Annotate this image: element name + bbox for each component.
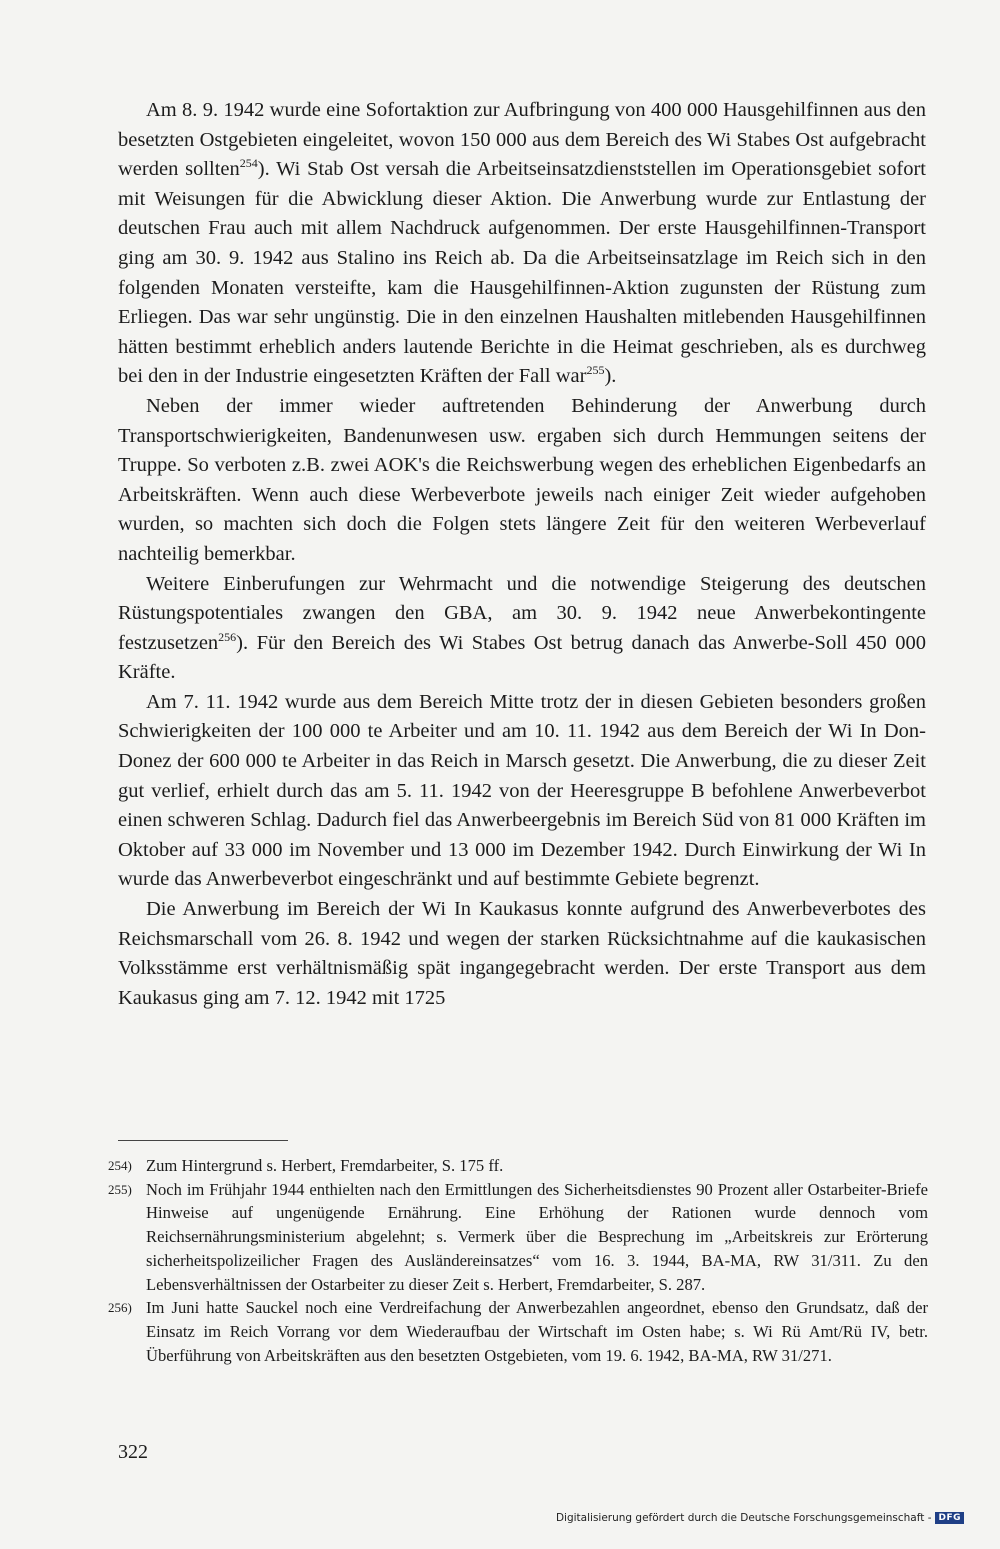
paragraph-2 bbox=[118, 392, 926, 570]
footnote-number: 255) bbox=[108, 1181, 132, 1197]
footnote-number: 254) bbox=[108, 1158, 132, 1173]
credit-text: Digitalisierung gefördert durch die Deutsche Forschungsgemeinschaft - bbox=[555, 1512, 932, 1524]
footnote-divider bbox=[118, 1140, 288, 1141]
paragraph-4 bbox=[118, 688, 926, 895]
footnote-ref-256[interactable]: 256 bbox=[218, 629, 237, 644]
footnote-text: Im Juni hatte Sauckel noch eine Verdreifachung der Anwerbezahlen angeordnet, ebenso den Grundsatz, daß der Einsatz im Reich Vorrang vor dem Wiederaufbau der Wirtschaft im Osten habe; s. Wi Rü Amt/Rü IV, betr. Überführung von Arbeitskräften aus den besetzten Ostgebieten, vom 19. 6. 1942, BA-MA, RW 31/271. bbox=[146, 1298, 928, 1365]
paragraph-3 bbox=[118, 570, 926, 688]
digitization-credit bbox=[556, 1512, 964, 1524]
footnote-256 bbox=[108, 1296, 928, 1367]
paragraph-text: ). bbox=[604, 365, 617, 388]
footnote-254 bbox=[108, 1154, 928, 1178]
footnote-text: Zum Hintergrund s. Herbert, Fremdarbeiter, S. 175 ff. bbox=[146, 1156, 504, 1175]
footnote-ref-254[interactable]: 254 bbox=[239, 156, 258, 171]
paragraph-5 bbox=[118, 895, 926, 1013]
paragraph-text: Weitere Einberufungen zur Wehrmacht und die notwendige Steigerung des deutschen Rüstungspotentiales zwangen den GBA, am 30. 9. 1942 neue Anwerbekontingente festzusetzen bbox=[118, 572, 926, 654]
footnote-ref-255[interactable]: 255 bbox=[586, 363, 605, 378]
body-text bbox=[118, 96, 926, 1013]
paragraph-text: Am 8. 9. 1942 wurde eine Sofortaktion zur Aufbringung von 400 000 Hausgehilfinnen aus den besetzten Ostgebieten eingeleitet, wovon 150 000 aus dem Bereich des Wi Stabes Ost aufgebracht werden sollten bbox=[118, 99, 926, 181]
dfg-logo: DFG bbox=[935, 1512, 964, 1524]
footnote-text: Noch im Frühjahr 1944 enthielten nach den Ermittlungen des Sicherheitsdienstes 90 Prozent aller Ostarbeiter-Briefe Hinweise auf ungenügende Ernährung. Eine Erhöhung der Rationen wurde dennoch vom Reichsernährungsministerium abgelehnt; s. Vermerk über die Besprechung im „Arbeitskreis zur Erörterung sicherheitspolizeilicher Fragen des Ausländereinsatzes“ vom 16. 3. 1944, BA-MA, RW 31/311. Zu den Lebensverhältnissen der Ostarbeiter zu dieser Zeit s. Herbert, Fremdarbeiter, S. 287. bbox=[146, 1179, 928, 1294]
footnotes bbox=[108, 1154, 928, 1367]
paragraph-text: ). Wi Stab Ost versah die Arbeitseinsatzdienststellen im Operationsgebiet sofort mit Weisungen für die Abwicklung dieser Aktion. Die Anwerbung wurde zur Entlastung der deutschen Frau auch mit allem Nachdruck aufgenommen. Der erste Hausgehilfinnen-Transport ging am 30. 9. 1942 aus Stalino ins Reich ab. Da die Arbeitseinsatzlage im Reich sich in den folgenden Monaten versteifte, kam die Hausgehilfinnen-Aktion zugunsten der Rüstung zum Erliegen. Das war sehr ungünstig. Die in den einzelnen Haushalten mitlebenden Hausgehilfinnen hätten bestimmt erheblich anders lautende Berichte in die Heimat geschrieben, als es durchweg bei den in der Industrie eingesetzten Kräften der Fall war bbox=[118, 158, 926, 388]
footnote-number: 256) bbox=[108, 1300, 132, 1316]
paragraph-text: Die Anwerbung im Bereich der Wi In Kaukasus konnte aufgrund des Anwerbeverbotes des Reichsmarschall vom 26. 8. 1942 und wegen der starken Rücksichtnahme auf die kaukasischen Volksstämme erst verhältnismäßig spät ingangegebracht werden. Der erste Transport aus dem Kaukasus ging am 7. 12. 1942 mit 1725 bbox=[118, 898, 926, 1009]
paragraph-text: Neben der immer wieder auftretenden Behinderung der Anwerbung durch Transportschwierigkeiten, Bandenunwesen usw. ergaben sich durch Hemmungen seitens der Truppe. So verboten z.B. zwei AOK's die Reichswerbung wegen des erheblichen Eigenbedarfs an Arbeitskräften. Wenn auch diese Werbeverbote jeweils nach einiger Zeit wieder aufgehoben wurden, so machten sich doch die Folgen stets längere Zeit für den weiteren Werbeverlauf nachteilig bemerkbar. bbox=[118, 394, 926, 565]
paragraph-text: Am 7. 11. 1942 wurde aus dem Bereich Mitte trotz der in diesen Gebieten besonders großen Schwierigkeiten der 100 000 te Arbeiter und am 10. 11. 1942 aus dem Bereich der Wi In Don-Donez der 600 000 te Arbeiter in das Reich in Marsch gesetzt. Die Anwerbung, die zu dieser Zeit gut verlief, erhielt durch das am 5. 11. 1942 von der Heeresgruppe B befohlene Anwerbeverbot einen schweren Schlag. Dadurch fiel das Anwerbeergebnis im Bereich Süd von 81 000 Kräften im Oktober auf 33 000 im November und 13 000 im Dezember 1942. Durch Einwirkung der Wi In wurde das Anwerbeverbot eingeschränkt und auf bestimmte Gebiete begrenzt. bbox=[118, 690, 926, 891]
paragraph-1 bbox=[118, 96, 926, 392]
paragraph-text: ). Für den Bereich des Wi Stabes Ost betrug danach das Anwerbe-Soll 450 000 Kräfte. bbox=[118, 631, 926, 684]
footnote-255 bbox=[108, 1178, 928, 1297]
page-number: 322 bbox=[118, 1441, 148, 1463]
